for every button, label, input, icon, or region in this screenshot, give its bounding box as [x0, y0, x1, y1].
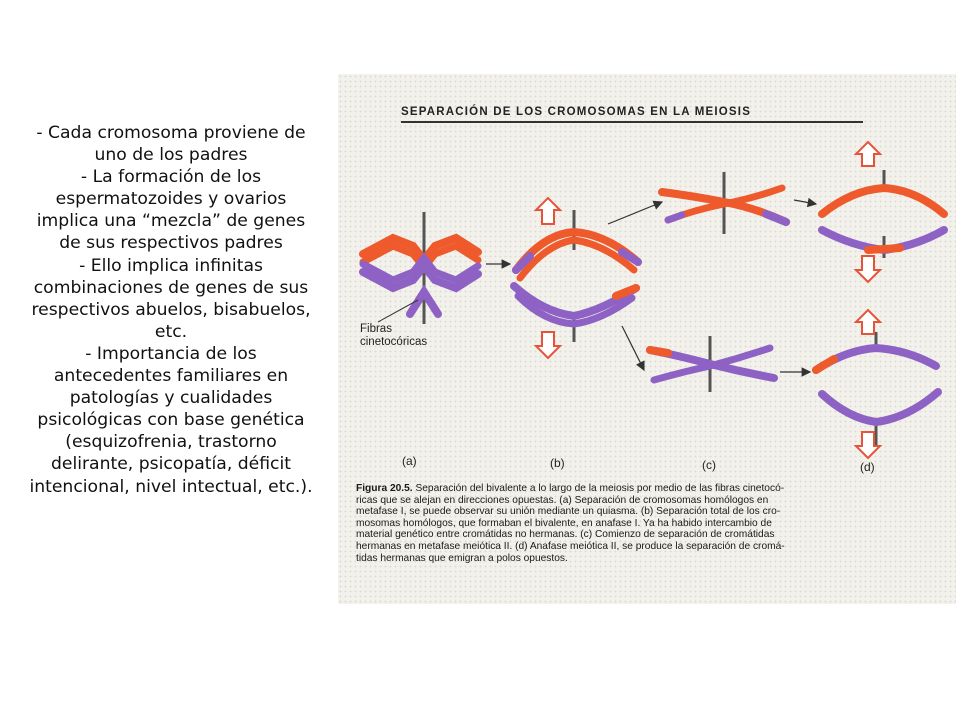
- purple-segment: [668, 215, 682, 220]
- text-line: (esquizofrenia, trastorno: [65, 432, 277, 453]
- caption-line: metafase I, se puede observar su unión mediante un quiasma. (b) Separación total de los cro-: [356, 506, 781, 518]
- text-line: respectivos abuelos, bisabuelos,: [31, 299, 311, 320]
- panel-c-bottom-chromosome: [650, 336, 774, 392]
- caption-line: ricas que se alejan en direcciones opuestas. (a) Separación de cromosomas homólogos en: [356, 494, 769, 506]
- text-line: - La formación de los: [80, 167, 262, 188]
- text-line: de sus respectivos padres: [59, 233, 283, 254]
- text-line: etc.: [154, 321, 188, 342]
- purple-segment: [766, 214, 786, 222]
- panel-label-c: (c): [702, 458, 716, 472]
- figure-caption: [356, 483, 941, 564]
- panel-d-bottom-pair: [816, 310, 938, 458]
- up-arrow-icon: [536, 198, 560, 224]
- panel-label-a: (a): [402, 454, 417, 468]
- orange-segment: [868, 248, 900, 250]
- arrow-c-to-d-top: [794, 200, 816, 204]
- chromosome-diagram: [338, 74, 956, 474]
- purple-chromatid: [822, 392, 938, 422]
- panel-label-d: (d): [860, 460, 875, 474]
- caption-label: Figura 20.5.: [356, 483, 413, 494]
- panel-d-top-pair: [822, 142, 944, 282]
- text-line: delirante, psicopatía, déficit: [50, 454, 292, 475]
- panel-b-bottom-chromosome: [514, 286, 636, 358]
- meiosis-figure: [338, 74, 956, 604]
- panel-label-b: (b): [550, 456, 565, 470]
- orange-chromatid: [822, 188, 944, 214]
- text-line: uno de los padres: [94, 145, 248, 166]
- figure-title: SEPARACIÓN DE LOS CROMOSOMAS EN LA MEIOSIS: [401, 106, 752, 118]
- text-line: - Importancia de los: [85, 343, 257, 364]
- orange-segment: [816, 359, 834, 370]
- arrow-b-to-c-bottom: [622, 326, 644, 370]
- text-line: - Ello implica infinitas: [79, 255, 263, 276]
- orange-segment: [650, 350, 668, 353]
- text-line: antecedentes familiares en: [53, 366, 289, 387]
- panel-a-bivalent: [363, 212, 478, 324]
- text-line: implica una “mezcla” de genes: [36, 211, 306, 232]
- text-line: combinaciones de genes de sus: [33, 277, 309, 298]
- panel-c-top-chromosome: [662, 172, 786, 234]
- text-line: espermatozoides y ovarios: [55, 189, 287, 210]
- caption-line: tidas hermanas que emigran a polos opuestos.: [356, 552, 568, 564]
- text-line: - Cada cromosoma proviene de: [36, 123, 306, 143]
- fibers-label: Fibras cinetocóricas: [360, 323, 428, 348]
- up-arrow-icon: [856, 310, 880, 334]
- text-line: psicológicas con base genética: [37, 410, 305, 431]
- bullet-text-block: [6, 122, 336, 498]
- down-arrow-icon: [856, 256, 880, 282]
- arrow-b-to-c-top: [608, 202, 662, 224]
- panel-b-top-chromosome: [516, 198, 638, 278]
- down-arrow-icon: [536, 332, 560, 358]
- caption-line: mosomas homólogos, que formaban el bivalente, en anafase I. Ya ha habido intercambio de: [356, 517, 772, 529]
- up-arrow-icon: [856, 142, 880, 166]
- caption-line: Figura 20.5. Separación del bivalente a lo largo de la meiosis por medio de las fibras cinetocó-: [356, 483, 785, 494]
- text-line: patologías y cualidades: [69, 388, 273, 409]
- text-line: intencional, nivel intectual, etc.).: [29, 476, 313, 497]
- caption-line: hermanas en metafase meiótica II. (d) Anafase meiótica II, se produce la separación de cromá-: [356, 540, 785, 552]
- caption-line: material genético entre cromátidas no hermanas. (c) Comienzo de separación de cromátidas: [356, 529, 775, 541]
